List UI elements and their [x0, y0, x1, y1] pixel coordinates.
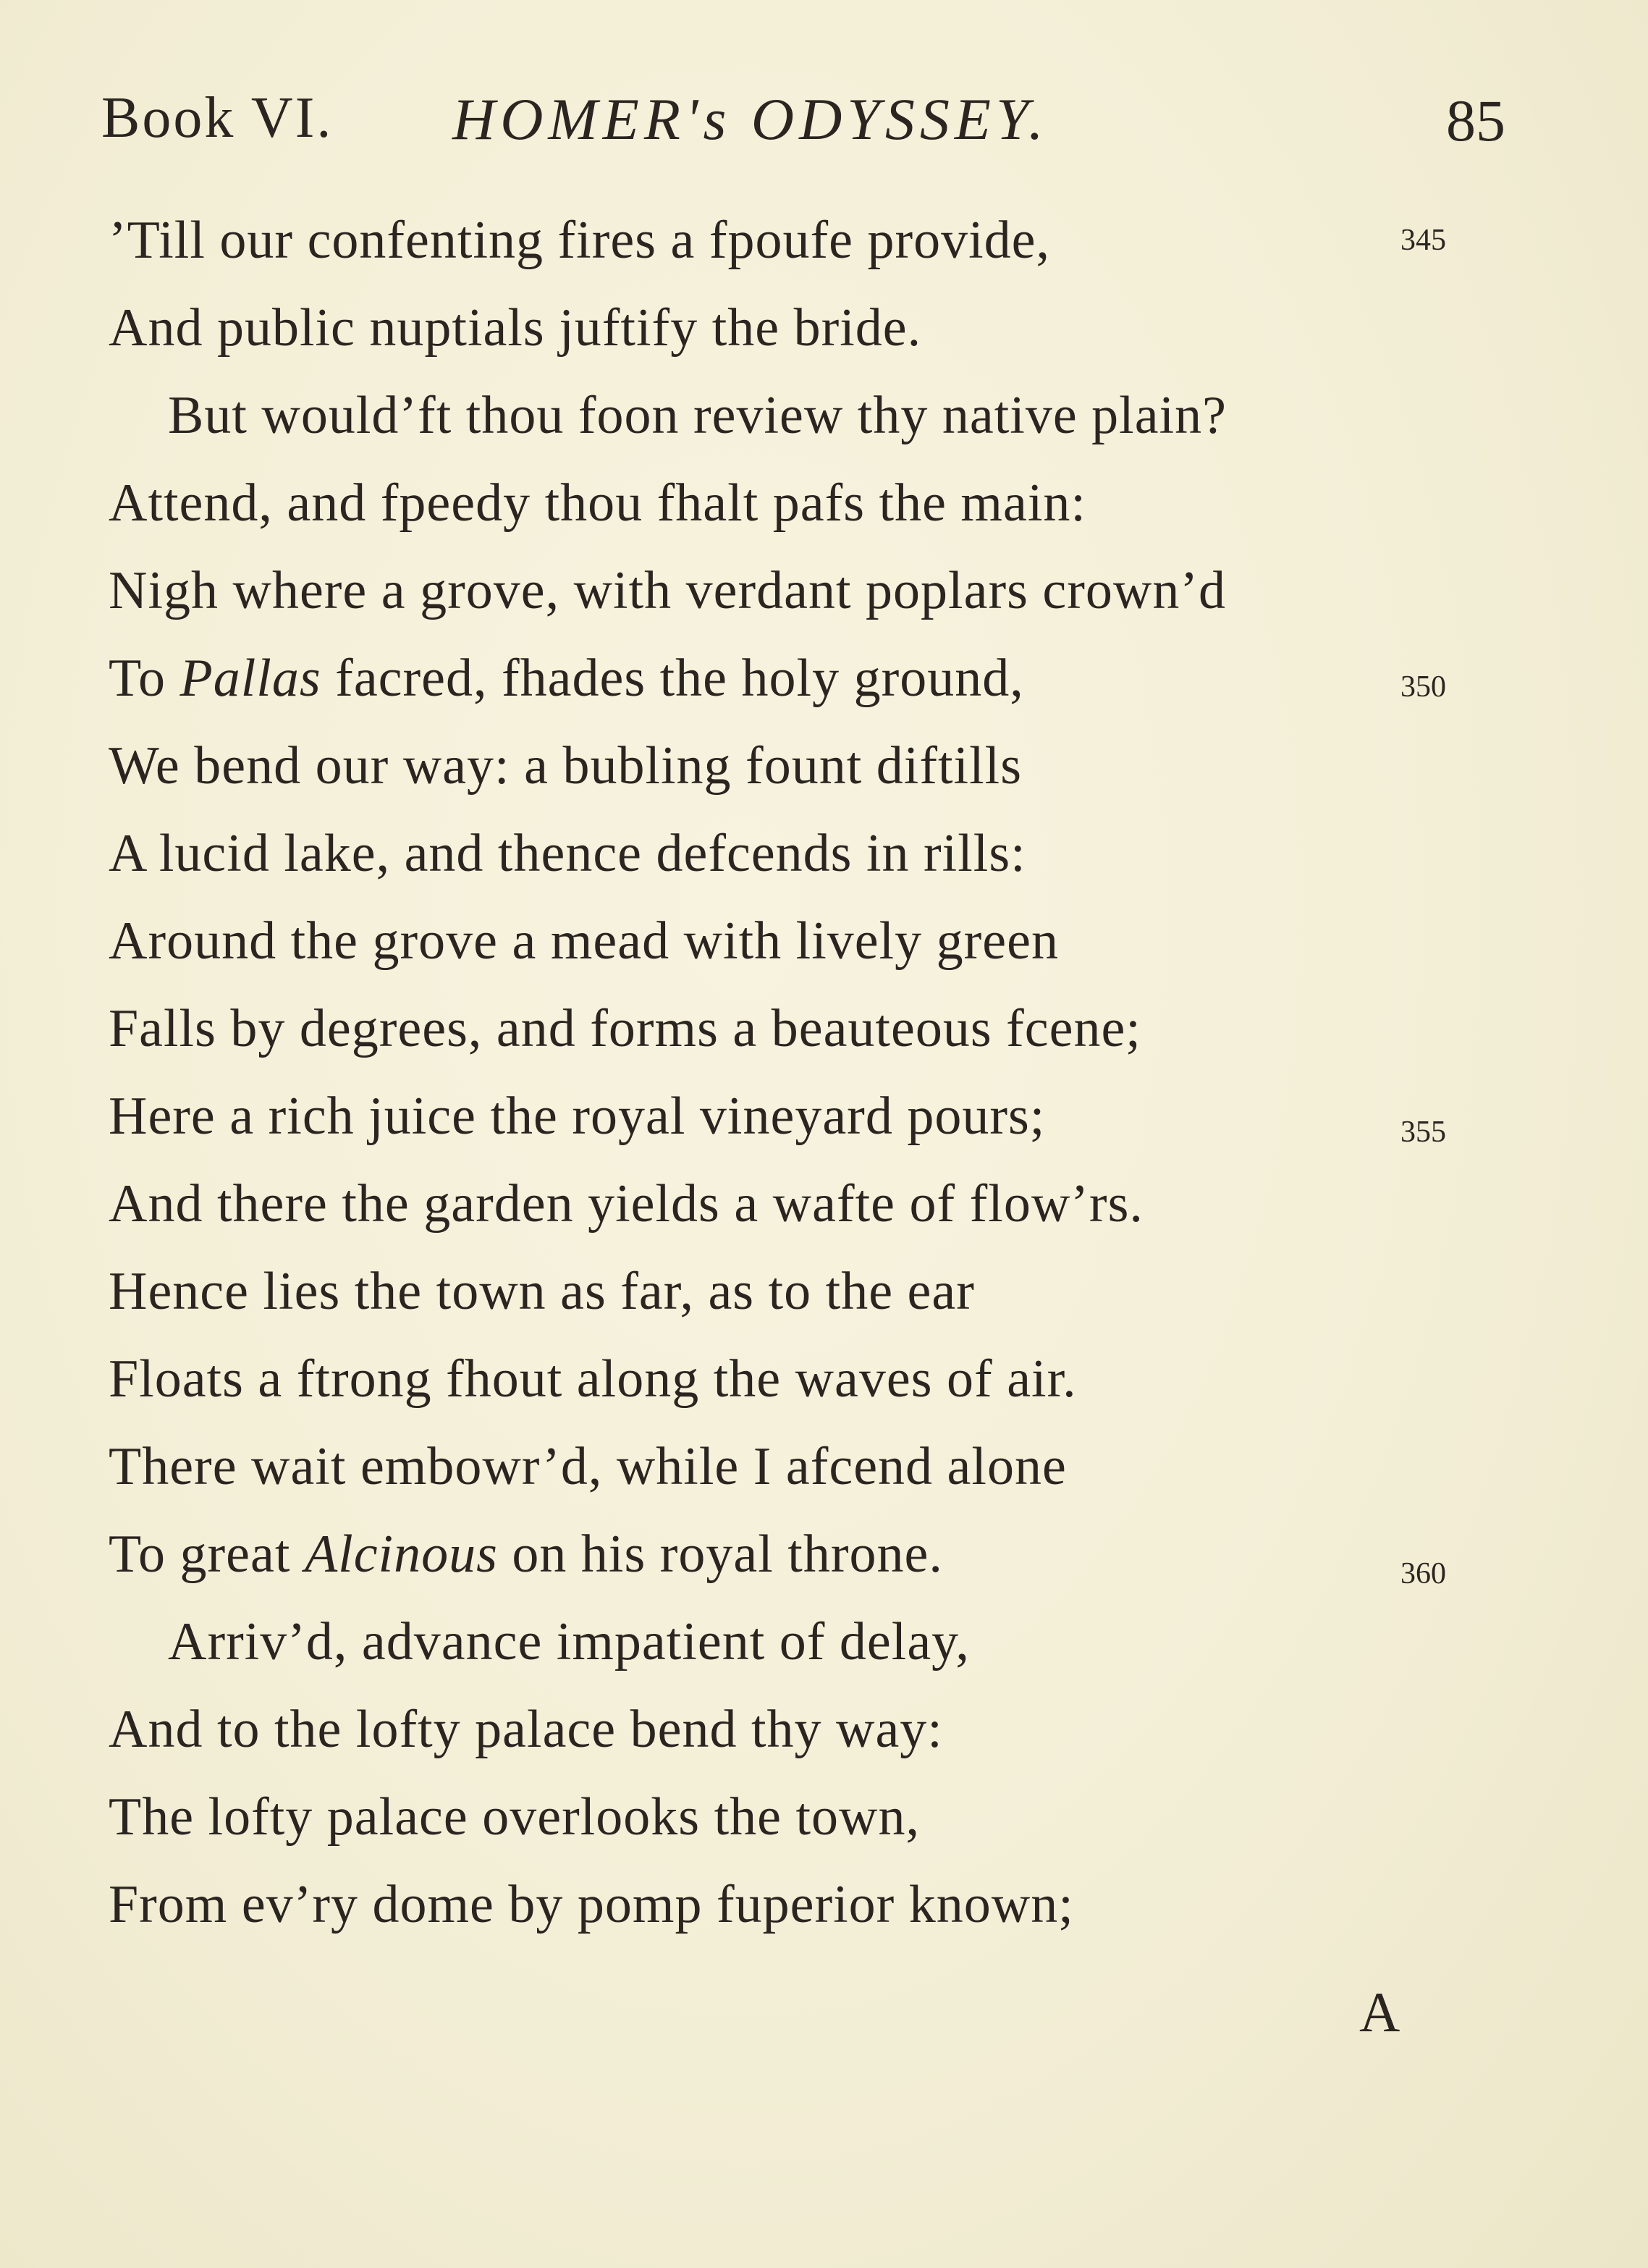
page-number: 85: [1446, 88, 1505, 153]
verse-text: on his royal throne.: [497, 1525, 943, 1584]
verse-line: [109, 648, 1024, 709]
name-italic: Alcinous: [304, 1525, 498, 1584]
verse-line: ’Till our confenting fires a fpoufe provide,: [109, 211, 1051, 270]
book-label: Book VI.: [101, 86, 334, 150]
verse-line: And public nuptials juftify the bride.: [109, 298, 922, 358]
running-title: HOMER's ODYSSEY.: [452, 86, 1049, 152]
line-number: 355: [1400, 1116, 1446, 1149]
verse-line: Arriv’d, advance impatient of delay,: [168, 1612, 970, 1672]
line-number: 360: [1400, 1557, 1446, 1590]
verse-line: And to the lofty palace bend thy way:: [109, 1700, 943, 1759]
name-italic: Pallas: [179, 649, 321, 708]
verse-line: There wait embowr’d, while I afcend alone: [109, 1437, 1067, 1496]
running-header: [101, 85, 1505, 165]
verse-line: Attend, and fpeedy thou fhalt pafs the main:: [109, 473, 1086, 533]
verse-line: Floats a ftrong fhout along the waves of air.: [109, 1349, 1077, 1409]
verse-line: Hence lies the town as far, as to the ear: [109, 1262, 975, 1321]
verse-line: Around the grove a mead with lively green: [109, 911, 1059, 971]
verse-line: Falls by degrees, and forms a beauteous fcene;: [109, 999, 1141, 1058]
verse-line: Here a rich juice the royal vineyard pours;: [109, 1087, 1046, 1146]
verse-line: We bend our way: a bubling fount diftills: [109, 736, 1022, 796]
verse-text: To great: [109, 1525, 305, 1584]
catchword: A: [1359, 1981, 1400, 2044]
verse-line: From ev’ry dome by pomp fuperior known;: [109, 1875, 1074, 1934]
verse-line: Nigh where a grove, with verdant poplars crown’d: [109, 561, 1226, 620]
verse-text: To: [109, 649, 180, 708]
verse-line: The lofty palace overlooks the town,: [109, 1787, 920, 1847]
verse-line: [109, 1524, 943, 1585]
line-number: 345: [1400, 224, 1446, 257]
verse-line: And there the garden yields a wafte of flow’rs.: [109, 1174, 1144, 1234]
verse-line: But would’ft thou foon review thy native plain?: [168, 386, 1227, 445]
verse-text: facred, fhades the holy ground,: [321, 649, 1024, 708]
line-number: 350: [1400, 670, 1446, 704]
verse-line: A lucid lake, and thence defcends in rills:: [109, 824, 1026, 883]
